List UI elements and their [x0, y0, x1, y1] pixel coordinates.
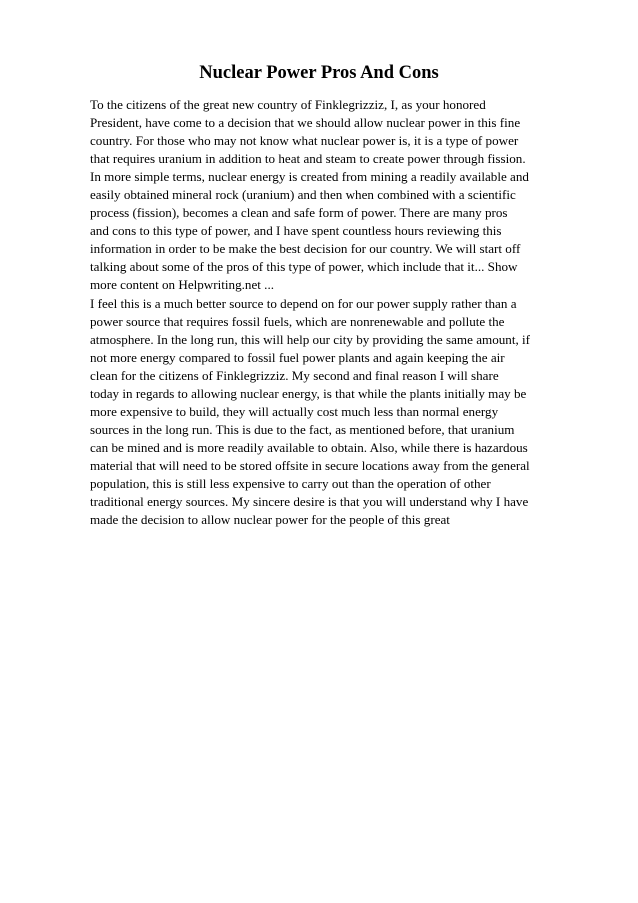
text-line: In more simple terms, nuclear energy is created from mining a readily available and — [90, 169, 529, 185]
text-line: can be mined and is more readily available to obtain. Also, while there is hazardous — [90, 439, 528, 455]
text-line: country. For those who may not know what nuclear power is, it is a type of power — [90, 133, 519, 149]
text-line: I feel this is a much better source to depend on for our power supply rather than a — [90, 295, 517, 311]
text-line: more expensive to build, they will actually cost much less than normal energy — [90, 403, 499, 419]
text-line: process (fission), becomes a clean and safe form of power. There are many pros — [90, 205, 508, 221]
paragraph-body — [90, 295, 586, 530]
paragraph-intro — [90, 96, 586, 295]
text-line: and cons to this type of power, and I have spent countless hours reviewing this — [90, 223, 502, 239]
text-line: sources in the long run. This is due to the fact, as mentioned before, that uranium — [90, 421, 515, 437]
text-line: that requires uranium in addition to heat and steam to create power through fission. — [90, 151, 526, 167]
text-line: To the citizens of the great new country of Finklegrizziz, I, as your honored — [90, 97, 486, 112]
document-body — [90, 96, 586, 529]
text-line: easily obtained mineral rock (uranium) and then when combined with a scientific — [90, 187, 516, 203]
text-line: traditional energy sources. My sincere desire is that you will understand why I have — [90, 494, 529, 510]
text-line: President, have come to a decision that we should allow nuclear power in this fine — [90, 115, 521, 131]
text-line: material that will need to be stored offsite in secure locations away from the general — [90, 457, 530, 473]
text-line: made the decision to allow nuclear power for the people of this great — [90, 512, 450, 528]
text-line: more content on Helpwriting.net ... — [90, 277, 274, 293]
text-line: population, this is still less expensive to carry out than the operation of other — [90, 475, 491, 491]
text-line: information in order to be make the best decision for our country. We will start off — [90, 241, 521, 257]
document-title: Nuclear Power Pros And Cons — [199, 63, 439, 83]
text-line: atmosphere. In the long run, this will help our city by providing the same amount, if — [90, 331, 531, 347]
text-line: today in regards to allowing nuclear energy, is that while the plants initially may be — [90, 385, 527, 401]
text-line: not more energy compared to fossil fuel power plants and again keeping the air — [90, 349, 505, 365]
text-line: power source that requires fossil fuels, which are nonrenewable and pollute the — [90, 313, 505, 329]
text-line: clean for the citizens of Finklegrizziz. My second and final reason I will share — [90, 367, 499, 383]
text-line: talking about some of the pros of this type of power, which include that it... Show — [90, 259, 518, 275]
